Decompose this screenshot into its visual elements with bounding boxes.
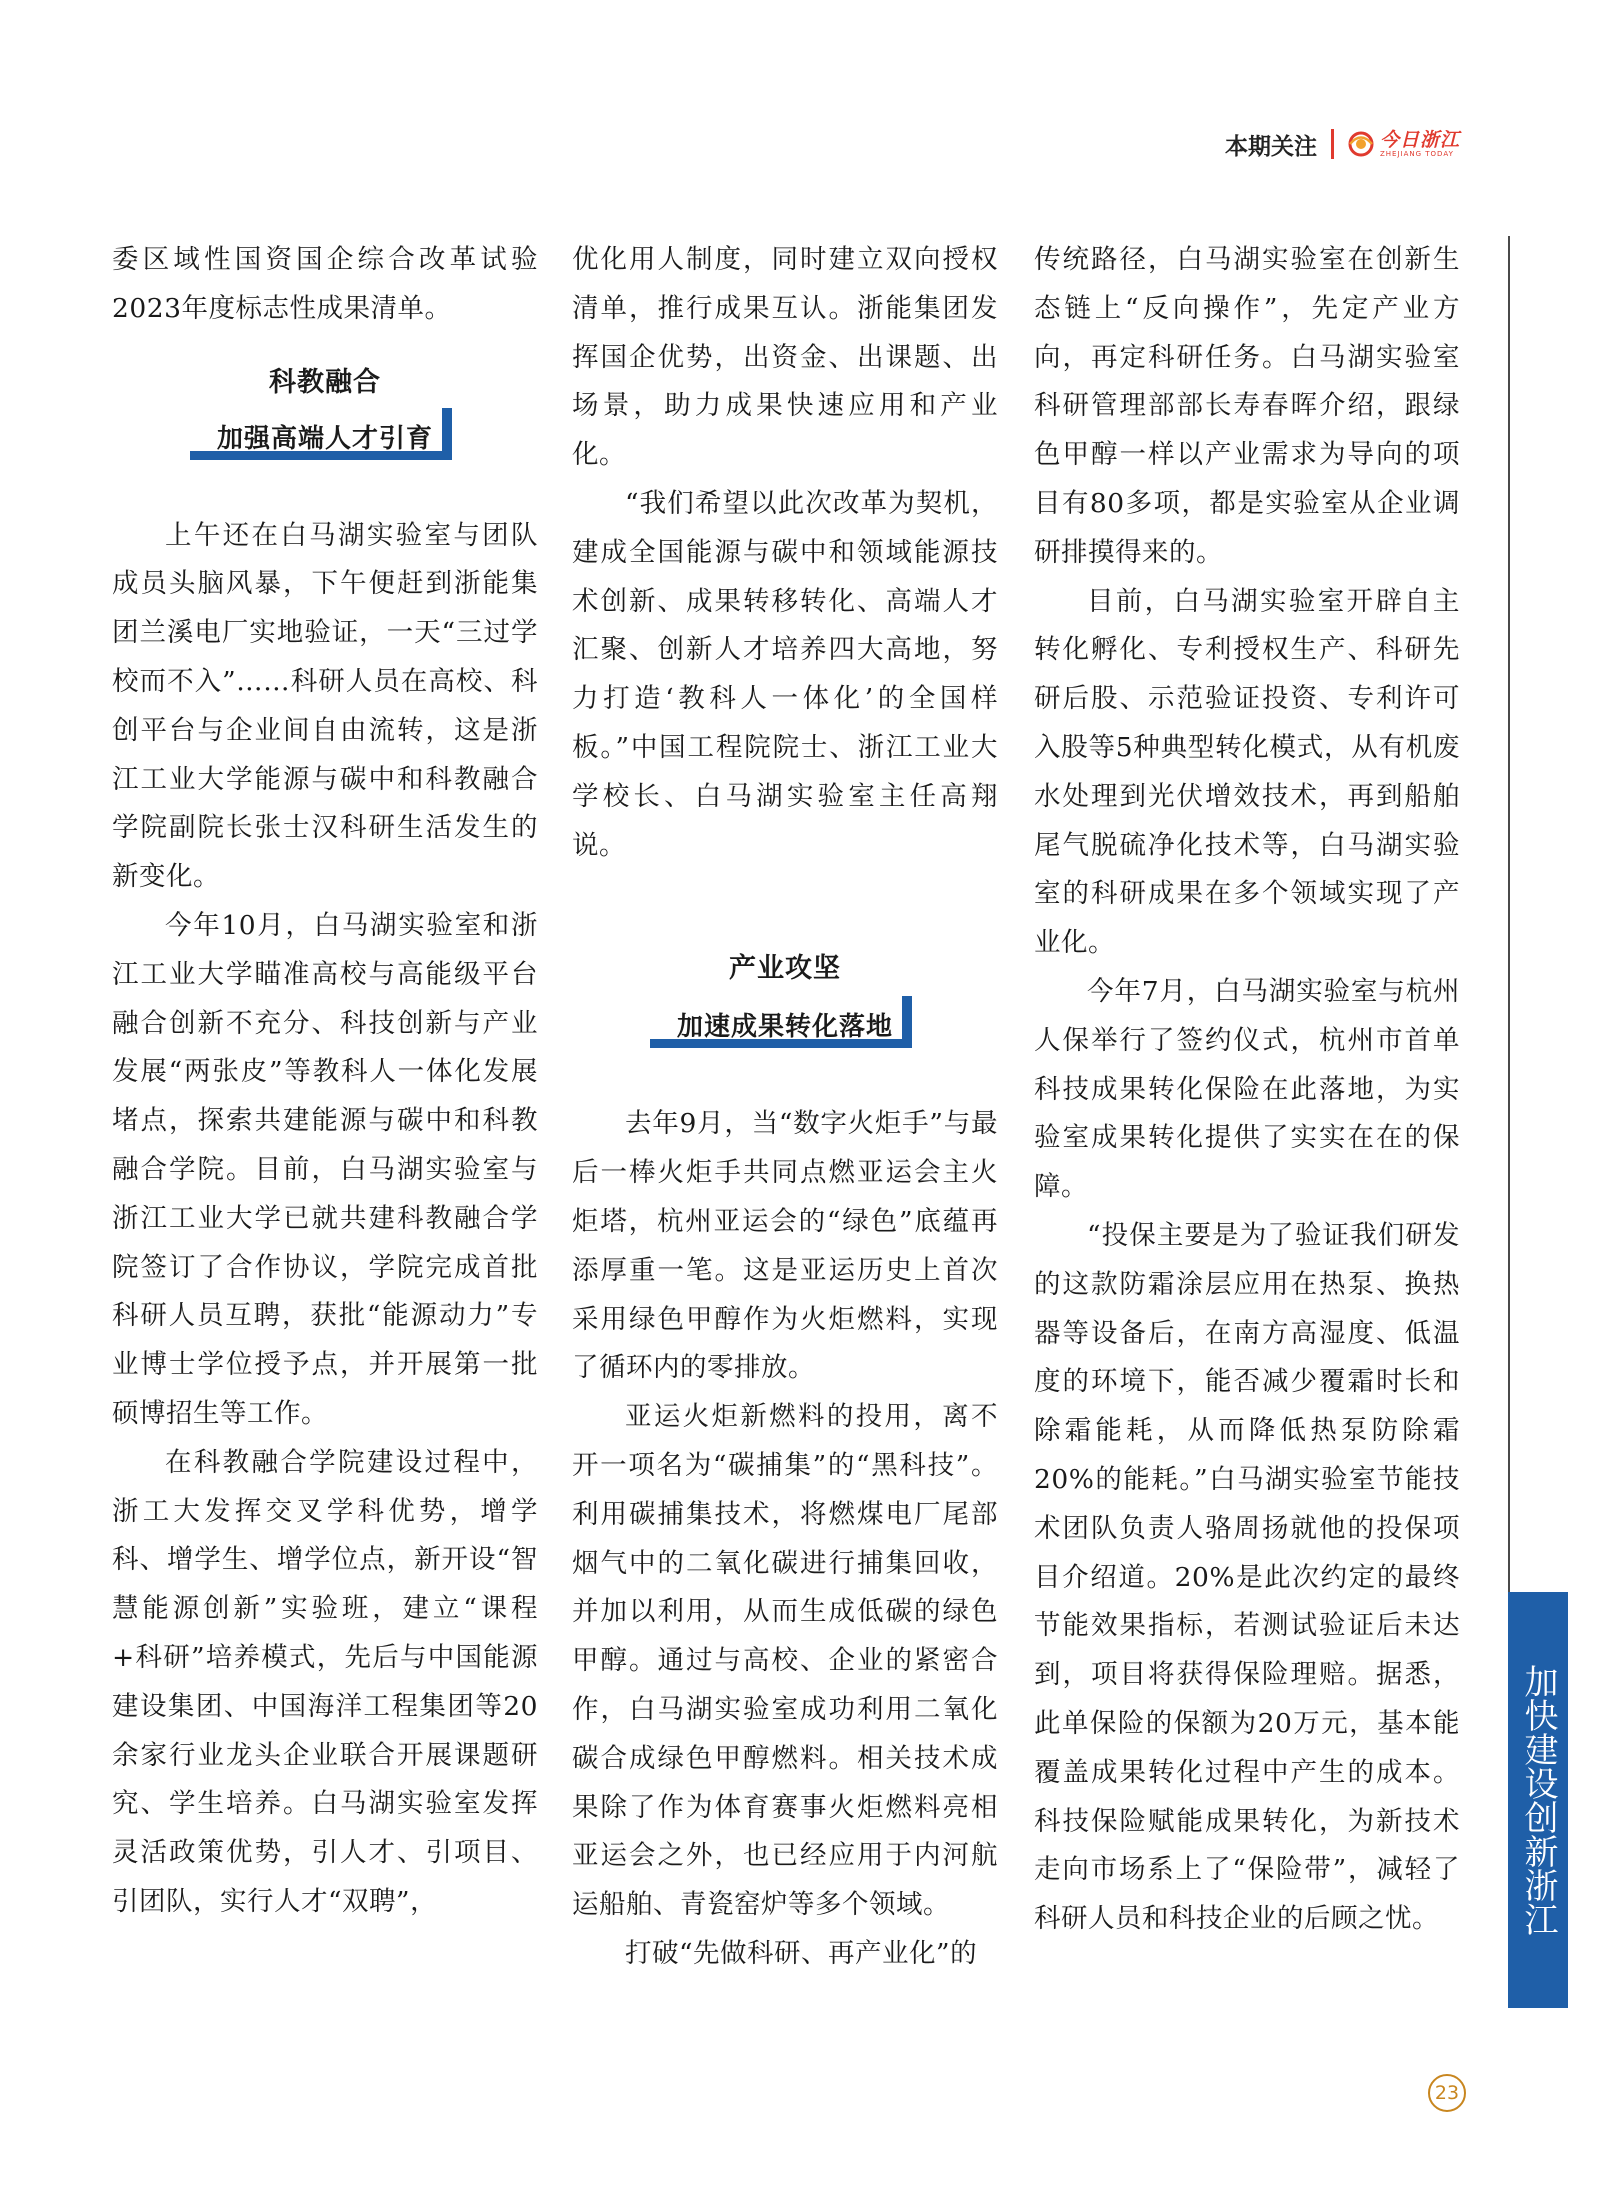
section-label: 本期关注: [1224, 133, 1317, 160]
paragraph: 打破“先做科研、再产业化”的: [625, 1937, 978, 1969]
paragraph: 在科教融合学院建设过程中，浙工大发挥交叉学科优势，增学科、增学生、增学位点，新开设“智慧能源创新”实验班，建立“课程+科研”培养模式，先后与中国能源建设集团、中国海洋工程集团等20余家行业龙头企业联合开展课题研究、学生培养。白马湖实验室发挥灵活政策优势，引人才、引项目、引团队，实行人才“双聘”，: [112, 1446, 538, 1917]
column-rule: [1508, 236, 1510, 1606]
section-title-top: 科教融合: [269, 366, 381, 398]
logo-swirl-icon: [1346, 129, 1376, 159]
logo-subtext: ZHEJIANG TODAY: [1379, 149, 1454, 158]
paragraph: “我们希望以此次改革为契机，建成全国能源与碳中和领域能源技术创新、成果转移转化、高端人才汇聚、创新人才培养四大高地，努力打造‘教科人一体化’的全国样板。”中国工程院院士、浙江工业大学校长、白马湖实验室主任高翔说。: [572, 487, 998, 861]
logo-text: 今日浙江: [1379, 128, 1460, 151]
paragraph: 上午还在白马湖实验室与团队成员头脑风暴，下午便赶到浙能集团兰溪电厂实地验证，一天“三过学校而不入”……科研人员在高校、科创平台与企业间自由流转，这是浙江工业大学能源与碳中和科教融合学院副院长张士汉科研生活发生的新变化。: [112, 519, 538, 893]
side-tab-label: 加快建设创新浙江: [1508, 1592, 1568, 2008]
paragraph: 目前，白马湖实验室开辟自主转化孵化、专利授权生产、科研先研后股、示范验证投资、专利许可入股等5种典型转化模式，从有机废水处理到光伏增效技术，再到船舶尾气脱硫净化技术等，白马湖实验室的科研成果在多个领域实现了产业化。: [1034, 585, 1460, 959]
paragraph: 今年10月，白马湖实验室和浙江工业大学瞄准高校与高能级平台融合创新不充分、科技创新与产业发展“两张皮”等教科人一体化发展堵点，探索共建能源与碳中和科教融合学院。目前，白马湖实验室与浙江工业大学已就共建科教融合学院签订了合作协议，学院完成首批科研人员互聘，获批“能源动力”专业博士学位授予点，并开展第一批硕博招生等工作。: [112, 909, 538, 1429]
section-title-bottom: 加速成果转化落地: [676, 1012, 893, 1043]
article-column-3: [1034, 236, 1460, 1944]
section-title-bottom: 加强高端人才引育: [216, 423, 433, 454]
paragraph: 今年7月，白马湖实验室与杭州人保举行了签约仪式，杭州市首单科技成果转化保险在此落地，为实验室成果转化提供了实实在在的保障。: [1034, 975, 1460, 1203]
section-heading-2: [572, 870, 998, 1100]
page-header: [1225, 120, 1460, 168]
paragraph: 传统路径，白马湖实验室在创新生态链上“反向操作”，先定产业方向，再定科研任务。白马湖实验室科研管理部部长寿春晖介绍，跟绿色甲醇一样以产业需求为导向的项目有80多项，都是实验室从企业调研排摸得来的。: [1034, 244, 1460, 568]
paragraph: 委区域性国资国企综合改革试验2023年度标志性成果清单。: [112, 244, 538, 324]
paragraph: “投保主要是为了验证我们研发的这款防霜涂层应用在热泵、换热器等设备后，在南方高湿度、低温度的环境下，能否减少覆霜时长和除霜能耗，从而降低热泵防除霜20%的能耗。”白马湖实验室节能技术团队负责人骆周扬就他的投保项目介绍道。20%是此次约定的最终节能效果指标，若测试验证后未达到，项目将获得保险理赔。据悉，此单保险的保额为20万元，基本能覆盖成果转化过程中产生的成本。科技保险赋能成果转化，为新技术走向市场系上了“保险带”，减轻了科研人员和科技企业的后顾之忧。: [1034, 1219, 1460, 1935]
paragraph: 去年9月，当“数字火炬手”与最后一棒火炬手共同点燃亚运会主火炬塔，杭州亚运会的“绿色”底蕴再添厚重一笔。这是亚运历史上首次采用绿色甲醇作为火炬燃料，实现了循环内的零排放。: [572, 1108, 998, 1384]
article-column-1: [112, 236, 538, 1927]
paragraph: 优化用人制度，同时建立双向授权清单，推行成果互认。浙能集团发挥国企优势，出资金、出课题、出场景，助力成果快速应用和产业化。: [572, 244, 998, 471]
page-number: 23: [1428, 2074, 1466, 2112]
article-column-2: [572, 236, 998, 1979]
magazine-logo: [1346, 129, 1460, 159]
header-divider: [1331, 129, 1334, 159]
paragraph: 亚运火炬新燃料的投用，离不开一项名为“碳捕集”的“黑科技”。利用碳捕集技术，将燃煤电厂尾部烟气中的二氧化碳进行捕集回收，并加以利用，从而生成低碳的绿色甲醇。通过与高校、企业的紧密合作，白马湖实验室成功利用二氧化碳合成绿色甲醇燃料。相关技术成果除了作为体育赛事火炬燃料亮相亚运会之外，也已经应用于内河航运船舶、青瓷窑炉等多个领域。: [572, 1401, 998, 1921]
section-title-top: 产业攻坚: [729, 953, 841, 985]
section-heading-1: [112, 334, 538, 512]
